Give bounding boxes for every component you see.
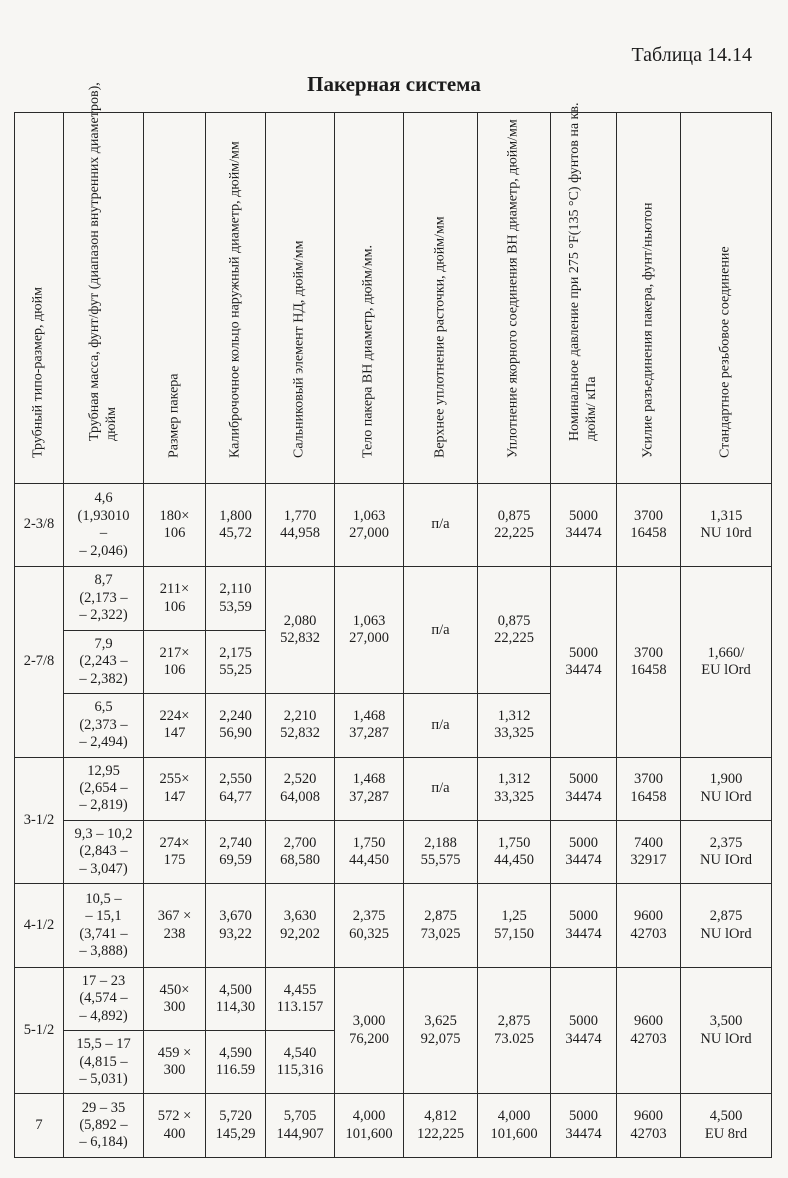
table-title: Пакерная система <box>307 72 481 96</box>
upper-seal-cell: 2,188 55,575 <box>404 820 478 883</box>
thread-cell: 2,875 NU lOrd <box>681 884 772 967</box>
seal-cell: 3,630 92,202 <box>266 884 335 967</box>
pressure-cell: 5000 34474 <box>551 567 617 757</box>
table-row <box>15 884 772 967</box>
body-cell: 3,000 76,200 <box>335 967 404 1094</box>
body-cell: 1,468 37,287 <box>335 757 404 820</box>
table-row <box>15 567 772 630</box>
pipe-size-cell: 4-1/2 <box>15 884 64 967</box>
body-cell: 2,375 60,325 <box>335 884 404 967</box>
seal-cell: 2,080 52,832 <box>266 567 335 694</box>
header-release-force: Усилие разъединения пакера, фунт/ньютон <box>617 113 681 484</box>
table-row <box>15 820 772 883</box>
table-row <box>15 757 772 820</box>
packer-size-cell: 367 × 238 <box>144 884 206 967</box>
force-cell: 3700 16458 <box>617 484 681 567</box>
upper-seal-cell: п/а <box>404 484 478 567</box>
header-upper-seal: Верхнее уплотнение расточки, дюйм/мм <box>404 113 478 484</box>
header-pipe-mass: Трубная масса, фунт/фут (диапазон внутренних диаметров), дюйм <box>64 113 144 484</box>
pressure-cell: 5000 34474 <box>551 757 617 820</box>
seal-cell: 5,705 144,907 <box>266 1094 335 1158</box>
force-cell: 9600 42703 <box>617 1094 681 1158</box>
pressure-cell: 5000 34474 <box>551 820 617 883</box>
pressure-cell: 5000 34474 <box>551 884 617 967</box>
upper-seal-cell: п/а <box>404 567 478 694</box>
gauge-ring-cell: 1,800 45,72 <box>206 484 266 567</box>
seal-cell: 2,520 64,008 <box>266 757 335 820</box>
pressure-cell: 5000 34474 <box>551 967 617 1094</box>
gauge-ring-cell: 5,720 145,29 <box>206 1094 266 1158</box>
mass-cell: 15,5 – 17 (4,815 – – 5,031) <box>64 1031 144 1094</box>
force-cell: 9600 42703 <box>617 884 681 967</box>
force-cell: 9600 42703 <box>617 967 681 1094</box>
body-cell: 1,468 37,287 <box>335 694 404 757</box>
thread-cell: 1,900 NU lOrd <box>681 757 772 820</box>
pipe-size-cell: 2-3/8 <box>15 484 64 567</box>
header-packer-size: Размер пакера <box>144 113 206 484</box>
anchor-cell: 2,875 73.025 <box>478 967 551 1094</box>
packer-size-cell: 450× 300 <box>144 967 206 1030</box>
seal-cell: 1,770 44,958 <box>266 484 335 567</box>
gauge-ring-cell: 3,670 93,22 <box>206 884 266 967</box>
upper-seal-cell: п/а <box>404 757 478 820</box>
upper-seal-cell: 3,625 92,075 <box>404 967 478 1094</box>
packer-size-cell: 217× 106 <box>144 630 206 693</box>
table-row <box>15 967 772 1030</box>
anchor-cell: 1,750 44,450 <box>478 820 551 883</box>
anchor-cell: 0,875 22,225 <box>478 567 551 694</box>
mass-cell: 17 – 23 (4,574 – – 4,892) <box>64 967 144 1030</box>
gauge-ring-cell: 2,110 53,59 <box>206 567 266 630</box>
upper-seal-cell: п/а <box>404 694 478 757</box>
thread-cell: 3,500 NU lOrd <box>681 967 772 1094</box>
gauge-ring-cell: 2,740 69,59 <box>206 820 266 883</box>
header-pressure: Номинальное давление при 275 °F(135 °С) фунтов на кв. дюйм/ кПа <box>551 113 617 484</box>
table-row <box>15 1094 772 1158</box>
mass-cell: 7,9 (2,243 – – 2,382) <box>64 630 144 693</box>
packer-size-cell: 274× 175 <box>144 820 206 883</box>
thread-cell: 4,500 EU 8rd <box>681 1094 772 1158</box>
gauge-ring-cell: 2,175 55,25 <box>206 630 266 693</box>
pipe-size-cell: 7 <box>15 1094 64 1158</box>
header-packer-body: Тело пакера ВН диаметр, дюйм/мм. <box>335 113 404 484</box>
thread-cell: 2,375 NU IOrd <box>681 820 772 883</box>
mass-cell: 6,5 (2,373 – – 2,494) <box>64 694 144 757</box>
gauge-ring-cell: 2,550 64,77 <box>206 757 266 820</box>
anchor-cell: 1,312 33,325 <box>478 694 551 757</box>
packer-size-cell: 255× 147 <box>144 757 206 820</box>
body-cell: 1,750 44,450 <box>335 820 404 883</box>
mass-cell: 9,3 – 10,2 (2,843 – – 3,047) <box>64 820 144 883</box>
gauge-ring-cell: 4,500 114,30 <box>206 967 266 1030</box>
header-pipe-size: Трубный типо-размер, дюйм <box>15 113 64 484</box>
mass-cell: 8,7 (2,173 – – 2,322) <box>64 567 144 630</box>
header-gauge-ring: Калиброчочное кольцо наружный диаметр, дюйм/мм <box>206 113 266 484</box>
force-cell: 7400 32917 <box>617 820 681 883</box>
anchor-cell: 1,312 33,325 <box>478 757 551 820</box>
mass-cell: 10,5 – – 15,1 (3,741 – – 3,888) <box>64 884 144 967</box>
body-cell: 4,000 101,600 <box>335 1094 404 1158</box>
thread-cell: 1,660/ EU lOrd <box>681 567 772 757</box>
seal-cell: 4,455 113.157 <box>266 967 335 1030</box>
force-cell: 3700 16458 <box>617 757 681 820</box>
anchor-cell: 1,25 57,150 <box>478 884 551 967</box>
header-row <box>15 113 772 484</box>
table-row <box>15 484 772 567</box>
body-cell: 1,063 27,000 <box>335 567 404 694</box>
mass-cell: 29 – 35 (5,892 – – 6,184) <box>64 1094 144 1158</box>
upper-seal-cell: 2,875 73,025 <box>404 884 478 967</box>
header-anchor-seal: Уплотнение якорного соединения ВН диаметр, дюйм/мм <box>478 113 551 484</box>
gauge-ring-cell: 4,590 116.59 <box>206 1031 266 1094</box>
pressure-cell: 5000 34474 <box>551 484 617 567</box>
pipe-size-cell: 5-1/2 <box>15 967 64 1094</box>
upper-seal-cell: 4,812 122,225 <box>404 1094 478 1158</box>
header-thread: Стандартное резьбовое соединение <box>681 113 772 484</box>
seal-cell: 2,700 68,580 <box>266 820 335 883</box>
body-cell: 1,063 27,000 <box>335 484 404 567</box>
gauge-ring-cell: 2,240 56,90 <box>206 694 266 757</box>
force-cell: 3700 16458 <box>617 567 681 757</box>
pipe-size-cell: 2-7/8 <box>15 567 64 757</box>
packer-size-cell: 211× 106 <box>144 567 206 630</box>
pipe-size-cell: 3-1/2 <box>15 757 64 884</box>
table-number: Таблица 14.14 <box>631 44 752 66</box>
packer-size-cell: 572 × 400 <box>144 1094 206 1158</box>
anchor-cell: 0,875 22,225 <box>478 484 551 567</box>
header-seal-element: Сальниковый элемент НД, дюйм/мм <box>266 113 335 484</box>
seal-cell: 2,210 52,832 <box>266 694 335 757</box>
mass-cell: 4,6 (1,93010 – – 2,046) <box>64 484 144 567</box>
thread-cell: 1,315 NU 10rd <box>681 484 772 567</box>
mass-cell: 12,95 (2,654 – – 2,819) <box>64 757 144 820</box>
packer-size-cell: 459 × 300 <box>144 1031 206 1094</box>
packer-size-cell: 180× 106 <box>144 484 206 567</box>
pressure-cell: 5000 34474 <box>551 1094 617 1158</box>
packer-size-cell: 224× 147 <box>144 694 206 757</box>
anchor-cell: 4,000 101,600 <box>478 1094 551 1158</box>
seal-cell: 4,540 115,316 <box>266 1031 335 1094</box>
